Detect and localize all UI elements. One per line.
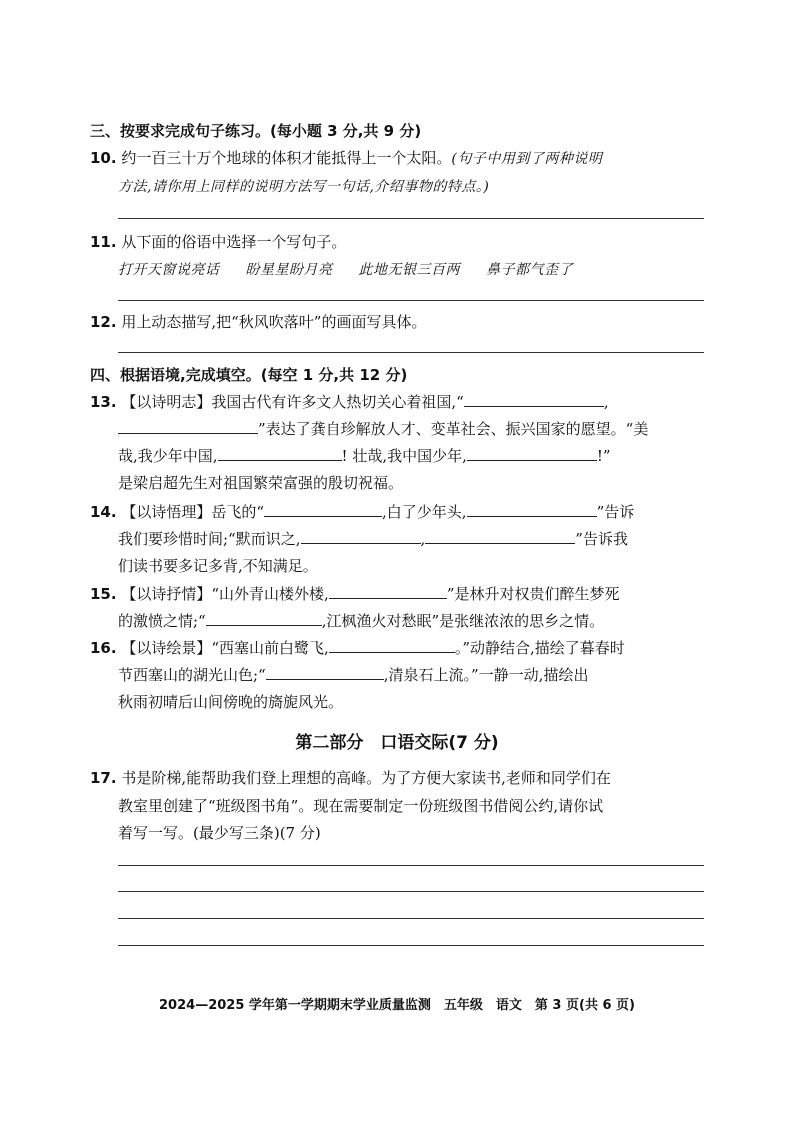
- question-number: 14.: [90, 503, 117, 521]
- question-17-line-3: 着写一写。(最少写三条)(7 分): [118, 824, 321, 842]
- fill-blank[interactable]: [425, 529, 575, 544]
- question-14-line-3: 们读书要多记多背,不知满足。: [118, 557, 318, 575]
- fill-blank[interactable]: [206, 611, 322, 626]
- question-14-text: ”告诉: [596, 503, 635, 521]
- question-number: 10.: [90, 149, 117, 167]
- question-15-text: 【以诗抒情】“山外青山楼外楼,: [121, 585, 329, 603]
- question-14-text: ,: [420, 530, 426, 548]
- question-10-hint-2: 方法,请你用上同样的说明方法写一句话,介绍事物的特点。): [118, 179, 490, 195]
- question-16-line-2: [118, 665, 588, 685]
- question-15-text: ,江枫渔火对愁眠”是张继浓浓的思乡之情。: [321, 612, 605, 630]
- question-10-hint-1: (句子中用到了两种说明: [451, 151, 603, 167]
- fill-blank[interactable]: [329, 584, 447, 599]
- question-13-line-3: [118, 446, 611, 466]
- question-13-line-4: 是梁启超先生对祖国繁荣富强的殷切祝福。: [118, 474, 404, 492]
- question-14-line-2: [118, 529, 628, 549]
- question-11-text: 从下面的俗语中选择一个写句子。: [121, 233, 347, 251]
- question-number: 16.: [90, 639, 117, 657]
- section-4-title: 四、根据语境,完成填空。(每空 1 分,共 12 分): [90, 366, 408, 384]
- question-number: 15.: [90, 585, 117, 603]
- question-17-text: 书是阶梯,能帮助我们登上理想的高峰。为了方便大家读书,老师和同学们在: [121, 769, 611, 787]
- question-16-text: ,清泉石上流。”一静一动,描绘出: [383, 666, 589, 684]
- fill-blank[interactable]: [266, 665, 384, 680]
- saying-item: 鼻子都气歪了: [486, 262, 573, 278]
- question-13-text: ”表达了龚自珍解放人才、变革社会、振兴国家的愿望。“美: [258, 420, 649, 438]
- fill-blank[interactable]: [467, 446, 597, 461]
- question-13-text: 【以诗明志】我国古代有许多文人热切关心着祖国,“: [121, 393, 464, 411]
- question-14-text: 【以诗悟理】岳飞的“: [121, 503, 265, 521]
- saying-item: 此地无银三百两: [358, 262, 460, 278]
- question-11: [90, 232, 346, 252]
- fill-blank[interactable]: [118, 419, 258, 434]
- question-15-text: ”是林升对权贵们醉生梦死: [446, 585, 620, 603]
- question-10-text: 约一百三十万个地球的体积才能抵得上一个太阳。: [121, 149, 452, 167]
- question-10: [90, 148, 602, 169]
- fill-blank[interactable]: [264, 502, 382, 517]
- question-13-text: ! 壮哉,我中国少年,: [341, 447, 467, 465]
- sayings-list: [118, 259, 599, 279]
- question-number: 11.: [90, 233, 117, 251]
- answer-line[interactable]: [118, 891, 704, 892]
- question-13-text: !”: [596, 447, 611, 465]
- part-2-title: 第二部分 口语交际(7 分): [295, 733, 499, 753]
- section-3-title: 三、按要求完成句子练习。(每小题 3 分,共 9 分): [90, 122, 422, 140]
- question-15-text: 的激愤之情;“: [118, 612, 206, 630]
- question-17-line-2: 教室里创建了“班级图书角”。现在需要制定一份班级图书借阅公约,请你试: [118, 797, 604, 815]
- fill-blank[interactable]: [464, 392, 604, 407]
- question-17: [90, 768, 611, 788]
- question-12-text: 用上动态描写,把“秋风吹落叶”的画面写具体。: [121, 313, 427, 331]
- fill-blank[interactable]: [329, 638, 455, 653]
- answer-line[interactable]: [118, 865, 704, 866]
- question-13: [90, 392, 609, 412]
- question-13-text: 哉,我少年中国,: [118, 447, 218, 465]
- fill-blank[interactable]: [301, 529, 421, 544]
- question-15: [90, 584, 619, 604]
- question-14-text: ,白了少年头,: [382, 503, 467, 521]
- fill-blank[interactable]: [467, 502, 597, 517]
- page-footer: 2024—2025 学年第一学期期末学业质量监测 五年级 语文 第 3 页(共 6 页): [159, 998, 635, 1013]
- question-12: [90, 312, 426, 332]
- answer-line[interactable]: [118, 945, 704, 946]
- fill-blank[interactable]: [218, 446, 342, 461]
- question-14: [90, 502, 634, 522]
- question-16-text: 【以诗绘景】“西塞山前白鹭飞,: [121, 639, 329, 657]
- question-14-text: 我们要珍惜时间;“默而识之,: [118, 530, 301, 548]
- answer-line[interactable]: [118, 218, 704, 219]
- saying-item: 盼星星盼月亮: [245, 262, 333, 278]
- question-16-text: 节西塞山的湖光山色;“: [118, 666, 266, 684]
- answer-line[interactable]: [118, 300, 704, 301]
- question-14-text: ”告诉我: [575, 530, 628, 548]
- question-number: 12.: [90, 313, 117, 331]
- question-number: 17.: [90, 769, 117, 787]
- answer-line[interactable]: [118, 352, 704, 353]
- question-16-line-3: 秋雨初晴后山间傍晚的旖旎风光。: [118, 693, 344, 711]
- question-16: [90, 638, 625, 658]
- question-15-line-2: [118, 611, 604, 631]
- answer-line[interactable]: [118, 918, 704, 919]
- question-13-line-2: [118, 419, 648, 439]
- question-13-text: ,: [603, 393, 609, 411]
- saying-item: 打开天窗说亮话: [118, 262, 220, 278]
- question-16-text: 。”动静结合,描绘了暮春时: [454, 639, 625, 657]
- question-number: 13.: [90, 393, 117, 411]
